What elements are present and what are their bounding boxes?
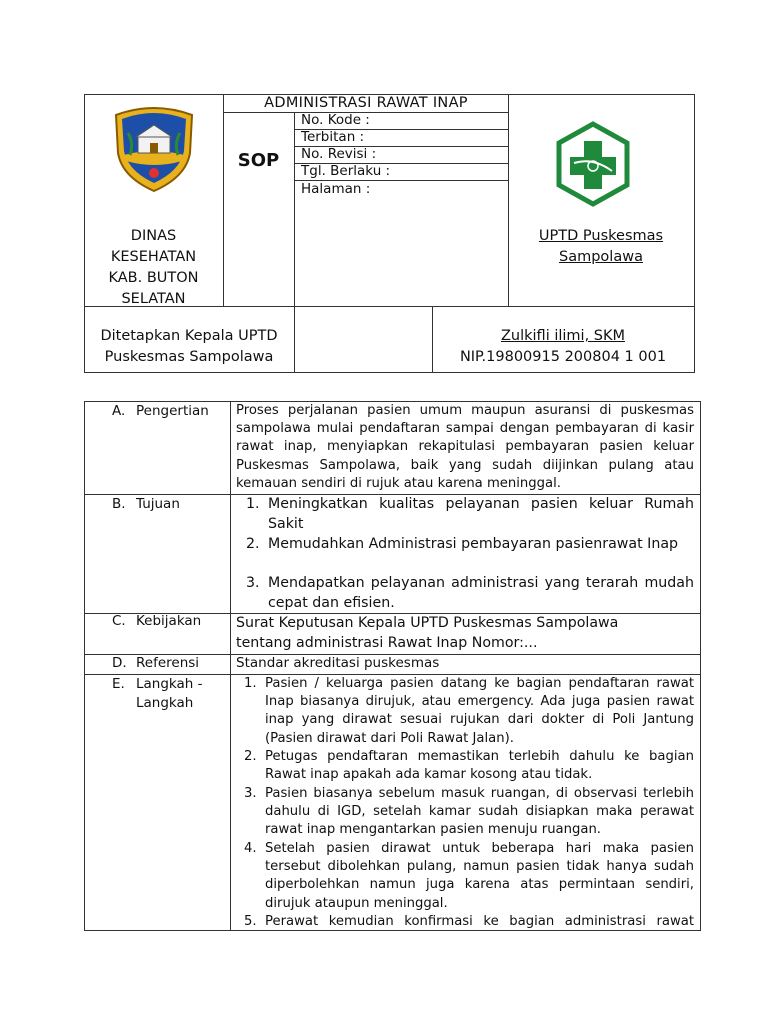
document-title: ADMINISTRASI RAWAT INAP	[264, 95, 468, 111]
list-item: 4. Setelah pasien dirawat untuk beberapa hari maka pasien tersebut dibolehkan pulang, namun pasien tidak hanya sudah diperbolehkan namun juga karena atas permintaan sendiri, dirujuk ataupun meninggal.	[244, 841, 694, 911]
section-text-pengertian: Proses perjalanan pasien umum maupun asuransi di puskesmas sampolawa mulai pendaftaran sampai dengan pembayaran di kasir rawat inap, menyiapkan rekapitulasi pembayaran pasien keluar Puskesmas Sampolawa, baik yang sudah diijinkan pulang atau kemauan sendiri di rujuk atau karena meninggal.	[236, 403, 694, 491]
sop-label: SOP	[237, 150, 280, 171]
list-item: 2. Memudahkan Administrasi pembayaran pasienrawat Inap	[246, 536, 679, 552]
list-item: 1. Pasien / keluarga pasien datang ke bagian pendaftaran rawat Inap biasanya dirujuk, atau emergency. Ada juga pasien rawat inap yang dirawat sesuai rujukan dari dokter di Poli Jantung (Pasien dirawat dari Poli Rawat Jalan).	[244, 676, 694, 746]
list-item: 1. Meningkatkan kualitas pelayanan pasien keluar Rumah Sakit	[246, 496, 694, 532]
meta-field-revisi: No. Revisi :	[301, 146, 377, 162]
meta-field-terbitan: Terbitan :	[301, 129, 365, 145]
tujuan-list	[246, 494, 694, 613]
approver-name: Zulkifli ilimi, SKM	[500, 328, 626, 344]
list-item: 3. Mendapatkan pelayanan administrasi yang terarah mudah cepat dan efisien.	[246, 575, 694, 611]
facility-name: UPTD Puskesmas Sampolawa	[538, 228, 664, 265]
meta-field-berlaku: Tgl. Berlaku :	[301, 163, 391, 179]
list-item: 2. Petugas pendaftaran memastikan terlebih dahulu ke bagian Rawat inap apakah ada kamar kosong atau tidak.	[244, 749, 694, 783]
approver-nip: NIP.19800915 200804 1 001	[459, 349, 667, 365]
langkah-list	[244, 675, 694, 929]
district-emblem-icon	[108, 103, 200, 193]
approval-statement: Ditetapkan Kepala UPTD Puskesmas Sampolawa	[100, 328, 278, 365]
section-text-kebijakan: Surat Keputusan Kepala UPTD Puskesmas Sampolawa tentang administrasi Rawat Inap Nomor:...	[236, 615, 619, 651]
list-item: 5. Perawat kemudian konfirmasi ke bagian administrasi rawat	[244, 914, 694, 929]
meta-field-halaman: Halaman :	[301, 181, 371, 197]
list-item: 3. Pasien biasanya sebelum masuk ruangan, di observasi terlebih dahulu di IGD, setelah kamar sudah disiapkan maka perawat rawat inap mengantarkan pasien menuju ruangan.	[244, 786, 694, 838]
meta-field-kode: No. Kode :	[301, 112, 370, 128]
section-text-referensi: Standar akreditasi puskesmas	[236, 655, 440, 671]
institution-name: DINAS KESEHATAN KAB. BUTON SELATAN	[108, 228, 199, 307]
puskesmas-cross-icon	[556, 121, 630, 207]
